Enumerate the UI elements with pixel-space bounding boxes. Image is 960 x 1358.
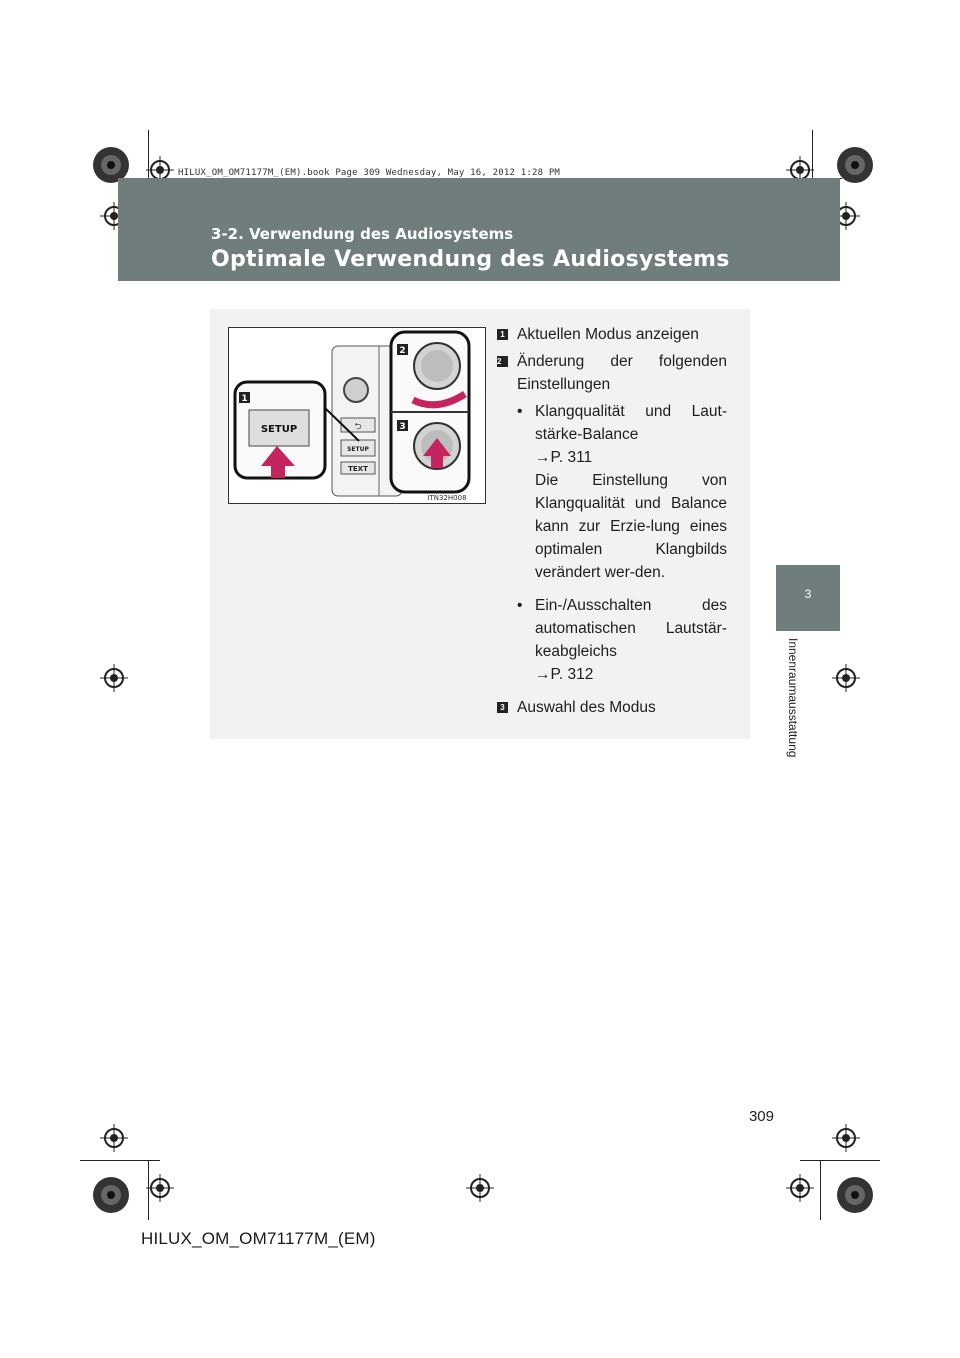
- registration-mark-icon: [830, 1170, 880, 1220]
- setup-button-small-label: SETUP: [347, 446, 369, 453]
- audio-panel-illustration: [229, 328, 485, 503]
- setup-button-label: SETUP: [260, 424, 298, 435]
- crosshair-icon: [146, 1174, 174, 1202]
- crosshair-icon: [786, 1174, 814, 1202]
- bullet-mark: •: [517, 403, 523, 420]
- page-title: Optimale Verwendung des Audiosystems: [211, 247, 730, 272]
- crosshair-icon: [466, 1174, 494, 1202]
- svg-text:⮌: ⮌: [354, 422, 362, 432]
- callout-2: 2: [399, 346, 406, 356]
- print-slug: HILUX_OM_OM71177M_(EM).book Page 309 Wednesday, May 16, 2012 1:28 PM: [178, 168, 561, 178]
- bullet-text: Ein-/Ausschalten des automatischen Lautstär-keabgleichs: [535, 597, 727, 660]
- item-text: Änderung der folgenden Einstellungen: [517, 353, 727, 393]
- item-number-badge: 2: [497, 356, 508, 367]
- list-item: [497, 323, 727, 346]
- crosshair-icon: [100, 1124, 128, 1152]
- legend-list: [497, 323, 727, 723]
- figure-code: ITN32H008: [427, 494, 467, 502]
- bullet-text: Klangqualität und Laut-stärke-Balance: [535, 403, 727, 443]
- registration-mark-icon: [86, 1170, 136, 1220]
- callout-1: 1: [241, 394, 248, 404]
- section-heading: 3-2. Verwendung des Audiosystems: [211, 225, 514, 243]
- item-number-badge: 1: [497, 329, 508, 340]
- text-button-label: TEXT: [348, 465, 368, 473]
- crosshair-icon: [832, 664, 860, 692]
- list-item: [497, 350, 727, 396]
- sub-bullet: [497, 400, 727, 584]
- chapter-label: Innenraumausstattung: [786, 638, 800, 758]
- footer-code: HILUX_OM_OM71177M_(EM): [141, 1229, 376, 1248]
- crosshair-icon: [100, 664, 128, 692]
- chapter-number: 3: [804, 587, 812, 601]
- crosshair-icon: [832, 1124, 860, 1152]
- item-number-badge: 3: [497, 702, 508, 713]
- bullet-note: Die Einstellung von Klangqualität und Balance kann zur Erzie-lung eines optimalen Klangbilds verändert wer-den.: [535, 472, 727, 581]
- page-reference[interactable]: →P. 311: [535, 449, 593, 466]
- audio-control-figure: [228, 327, 486, 504]
- item-text: Auswahl des Modus: [517, 699, 656, 716]
- page-reference[interactable]: →P. 312: [535, 666, 594, 683]
- sub-bullet: [497, 594, 727, 686]
- callout-3: 3: [399, 422, 406, 432]
- item-text: Aktuellen Modus anzeigen: [517, 326, 699, 343]
- list-item: [497, 696, 727, 719]
- bullet-mark: •: [517, 597, 523, 614]
- page-number: 309: [748, 1108, 774, 1125]
